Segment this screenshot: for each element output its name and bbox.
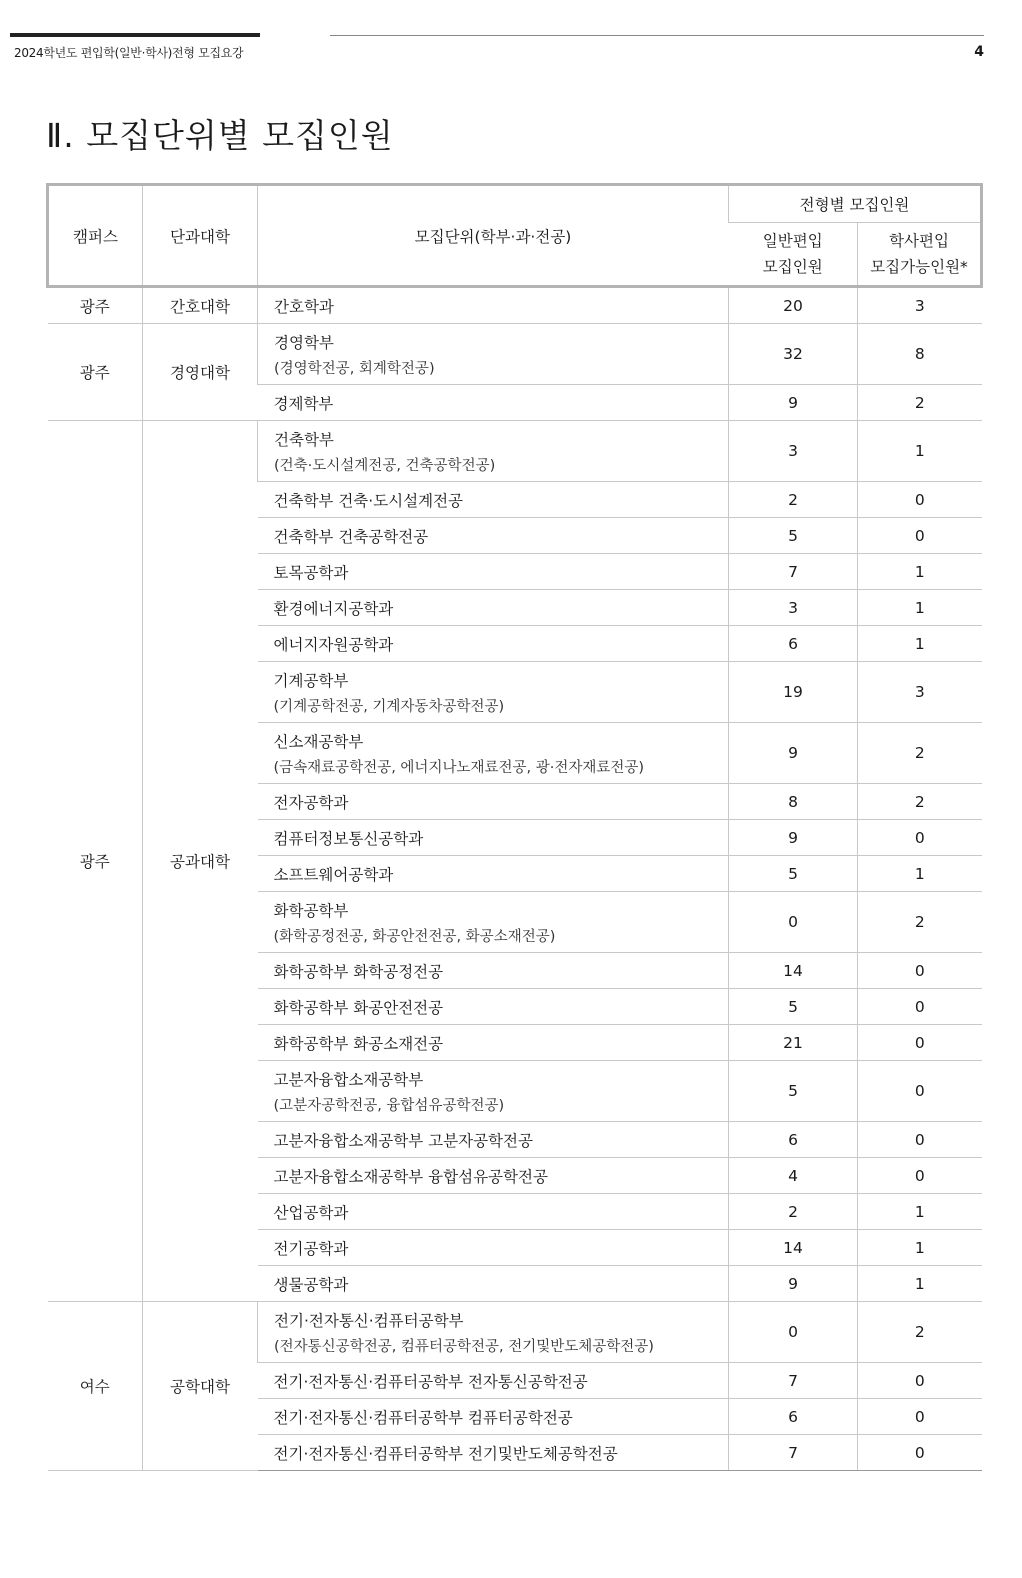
header-general-transfer [729, 223, 858, 287]
bachelor-count-cell: 0 [858, 1399, 982, 1435]
general-count-cell: 6 [729, 1399, 858, 1435]
unit-majors: (고분자공학전공, 융합섬유공학전공) [273, 1097, 505, 1114]
general-count-cell: 6 [729, 1122, 858, 1158]
college-cell: 간호대학 [143, 287, 258, 324]
table-body [48, 287, 982, 1471]
general-count-cell: 6 [729, 626, 858, 662]
header-campus: 캠퍼스 [48, 185, 143, 287]
unit-cell [258, 1194, 729, 1230]
general-count-cell: 7 [729, 1435, 858, 1471]
bachelor-count-cell: 0 [858, 482, 982, 518]
bachelor-count-cell: 0 [858, 989, 982, 1025]
unit-cell [258, 385, 729, 421]
document-header-title: 2024학년도 편입학(일반·학사)전형 모집요강 [14, 46, 244, 60]
bachelor-count-cell: 3 [858, 287, 982, 324]
header-bachelor-transfer [858, 223, 982, 287]
unit-cell [258, 1363, 729, 1399]
unit-name: 기계공학부 [273, 671, 349, 690]
page-number: 4 [974, 44, 984, 60]
unit-name: 신소재공학부 [273, 732, 364, 751]
bachelor-count-cell: 8 [858, 324, 982, 385]
table-row [48, 421, 982, 482]
header-general-line1: 일반편입 [762, 232, 823, 250]
general-count-cell: 2 [729, 482, 858, 518]
unit-name: 경제학부 [273, 394, 334, 413]
bachelor-count-cell: 0 [858, 1158, 982, 1194]
bachelor-count-cell: 2 [858, 385, 982, 421]
unit-name: 경영학부 [274, 333, 334, 352]
bachelor-count-cell: 0 [858, 820, 982, 856]
unit-cell [258, 590, 729, 626]
college-cell: 경영대학 [143, 324, 258, 421]
table-header [48, 185, 982, 287]
bachelor-count-cell: 2 [858, 892, 982, 953]
unit-name: 건축학부 건축·도시설계전공 [273, 491, 464, 510]
bachelor-count-cell: 3 [858, 662, 982, 723]
general-count-cell: 3 [729, 421, 858, 482]
unit-name: 산업공학과 [273, 1203, 349, 1222]
general-count-cell: 0 [729, 892, 858, 953]
unit-cell [258, 723, 729, 784]
unit-cell [258, 1061, 729, 1122]
general-count-cell: 2 [729, 1194, 858, 1230]
unit-name: 고분자융합소재공학부 고분자공학전공 [273, 1131, 533, 1150]
general-count-cell: 32 [729, 324, 858, 385]
campus-cell: 광주 [48, 324, 143, 421]
unit-cell [258, 1122, 729, 1158]
bachelor-count-cell: 1 [858, 554, 982, 590]
unit-name: 전기·전자통신·컴퓨터공학부 [274, 1311, 464, 1330]
unit-name: 토목공학과 [273, 563, 349, 582]
bachelor-count-cell: 1 [858, 1194, 982, 1230]
bachelor-count-cell: 0 [858, 1435, 982, 1471]
unit-name: 컴퓨터정보통신공학과 [273, 829, 424, 848]
unit-majors: (전자통신공학전공, 컴퓨터공학전공, 전기및반도체공학전공) [274, 1338, 654, 1355]
general-count-cell: 14 [729, 1230, 858, 1266]
unit-name: 고분자융합소재공학부 융합섬유공학전공 [273, 1167, 548, 1186]
unit-cell [258, 1158, 729, 1194]
unit-cell [258, 287, 729, 324]
bachelor-count-cell: 0 [858, 1363, 982, 1399]
bachelor-count-cell: 2 [858, 1302, 982, 1363]
unit-majors: (금속재료공학전공, 에너지나노재료전공, 광·전자재료전공) [273, 759, 645, 776]
unit-cell [258, 784, 729, 820]
header-college: 단과대학 [143, 185, 258, 287]
general-count-cell: 5 [729, 1061, 858, 1122]
campus-cell: 광주 [48, 287, 143, 324]
bachelor-count-cell: 1 [858, 856, 982, 892]
general-count-cell: 8 [729, 784, 858, 820]
unit-name: 건축학부 [274, 430, 334, 449]
bachelor-count-cell: 1 [858, 590, 982, 626]
bachelor-count-cell: 0 [858, 1061, 982, 1122]
header-rule-thin [330, 35, 984, 36]
unit-cell [258, 1399, 729, 1435]
general-count-cell: 9 [729, 385, 858, 421]
table-row [48, 287, 982, 324]
unit-name: 화학공학부 화학공정전공 [273, 962, 444, 981]
unit-cell [258, 820, 729, 856]
bachelor-count-cell: 0 [858, 518, 982, 554]
unit-name: 소프트웨어공학과 [273, 865, 394, 884]
header-admission-group: 전형별 모집인원 [729, 185, 982, 223]
campus-cell: 광주 [48, 421, 143, 1302]
bachelor-count-cell: 0 [858, 1025, 982, 1061]
unit-name: 생물공학과 [273, 1275, 349, 1294]
bachelor-count-cell: 0 [858, 1122, 982, 1158]
header-rule-thick [10, 33, 260, 37]
unit-cell [258, 518, 729, 554]
general-count-cell: 5 [729, 856, 858, 892]
general-count-cell: 7 [729, 1363, 858, 1399]
unit-name: 고분자융합소재공학부 [273, 1070, 424, 1089]
unit-name: 전기·전자통신·컴퓨터공학부 전자통신공학전공 [273, 1372, 588, 1391]
unit-majors: (경영학전공, 회계학전공) [274, 360, 435, 377]
bachelor-count-cell: 1 [858, 1266, 982, 1302]
college-cell: 공학대학 [143, 1302, 258, 1471]
unit-cell [258, 1302, 729, 1363]
unit-name: 에너지자원공학과 [273, 635, 394, 654]
bachelor-count-cell: 1 [858, 626, 982, 662]
unit-majors: (건축·도시설계전공, 건축공학전공) [274, 457, 496, 474]
unit-cell [258, 626, 729, 662]
bachelor-count-cell: 0 [858, 953, 982, 989]
unit-name: 화학공학부 화공안전전공 [273, 998, 444, 1017]
general-count-cell: 19 [729, 662, 858, 723]
header-bachelor-line2: 모집가능인원* [870, 258, 968, 276]
table-row [48, 1302, 982, 1363]
unit-name: 전기·전자통신·컴퓨터공학부 컴퓨터공학전공 [273, 1408, 573, 1427]
unit-name: 전자공학과 [273, 793, 349, 812]
unit-cell [258, 421, 729, 482]
general-count-cell: 9 [729, 723, 858, 784]
unit-name: 화학공학부 [273, 901, 349, 920]
header-bachelor-line1: 학사편입 [889, 232, 949, 250]
bachelor-count-cell: 2 [858, 784, 982, 820]
header-unit: 모집단위(학부·과·전공) [258, 185, 729, 287]
unit-cell [258, 1435, 729, 1471]
header-general-line2: 모집인원 [762, 258, 823, 276]
unit-majors: (기계공학전공, 기계자동차공학전공) [273, 698, 505, 715]
unit-cell [258, 1266, 729, 1302]
unit-cell [258, 554, 729, 590]
unit-name: 전기공학과 [273, 1239, 349, 1258]
unit-name: 전기·전자통신·컴퓨터공학부 전기및반도체공학전공 [273, 1444, 618, 1463]
general-count-cell: 21 [729, 1025, 858, 1061]
general-count-cell: 7 [729, 554, 858, 590]
unit-name: 간호학과 [274, 297, 334, 316]
unit-cell [258, 1230, 729, 1266]
unit-cell [258, 662, 729, 723]
general-count-cell: 4 [729, 1158, 858, 1194]
unit-cell [258, 856, 729, 892]
general-count-cell: 0 [729, 1302, 858, 1363]
table-row [48, 324, 982, 385]
unit-cell [258, 989, 729, 1025]
unit-cell [258, 324, 729, 385]
bachelor-count-cell: 1 [858, 421, 982, 482]
recruitment-table [46, 183, 983, 1471]
bachelor-count-cell: 2 [858, 723, 982, 784]
unit-cell [258, 892, 729, 953]
campus-cell: 여수 [48, 1302, 143, 1471]
general-count-cell: 3 [729, 590, 858, 626]
unit-name: 건축학부 건축공학전공 [273, 527, 429, 546]
unit-cell [258, 482, 729, 518]
unit-name: 화학공학부 화공소재전공 [273, 1034, 444, 1053]
general-count-cell: 5 [729, 518, 858, 554]
general-count-cell: 14 [729, 953, 858, 989]
general-count-cell: 9 [729, 820, 858, 856]
general-count-cell: 9 [729, 1266, 858, 1302]
unit-majors: (화학공정전공, 화공안전전공, 화공소재전공) [273, 928, 556, 945]
college-cell: 공과대학 [143, 421, 258, 1302]
general-count-cell: 5 [729, 989, 858, 1025]
unit-cell [258, 1025, 729, 1061]
general-count-cell: 20 [729, 287, 858, 324]
unit-name: 환경에너지공학과 [273, 599, 394, 618]
section-title: Ⅱ. 모집단위별 모집인원 [46, 116, 394, 155]
bachelor-count-cell: 1 [858, 1230, 982, 1266]
unit-cell [258, 953, 729, 989]
